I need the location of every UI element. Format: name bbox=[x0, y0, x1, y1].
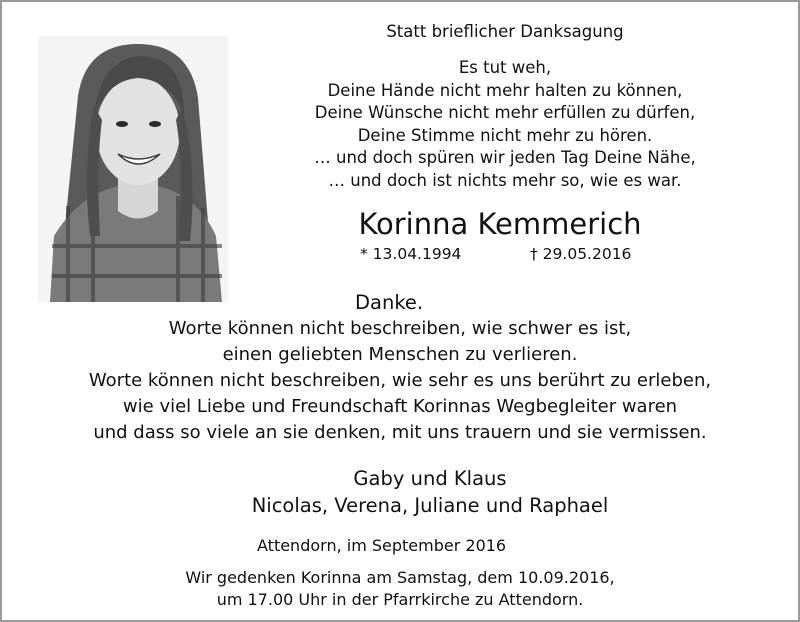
thanks-line: einen geliebten Menschen zu verlieren. bbox=[222, 344, 578, 365]
family-line: Nicolas, Verena, Juliane und Raphael bbox=[251, 494, 609, 517]
poem-line: … und doch spüren wir jeden Tag Deine Nähe, bbox=[314, 148, 696, 167]
poem-line: Deine Hände nicht mehr halten zu können, bbox=[327, 80, 683, 100]
thanks-line: und dass so viele an sie denken, mit uns trauern und sie vermissen. bbox=[93, 422, 707, 443]
place-date: Attendorn, im September 2016 bbox=[257, 536, 507, 555]
death-date: † 29.05.2016 bbox=[530, 245, 632, 263]
poem-line: Deine Wünsche nicht mehr erfüllen zu dürfen, bbox=[314, 103, 696, 122]
poem bbox=[270, 57, 740, 192]
poem-line: Deine Stimme nicht mehr zu hören. bbox=[357, 125, 653, 145]
family-line: Gaby und Klaus bbox=[353, 467, 507, 490]
deceased-name: Korinna Kemmerich bbox=[358, 207, 642, 241]
thanks-text bbox=[80, 316, 720, 446]
memorial-service bbox=[120, 567, 680, 611]
thanks-line: wie viel Liebe und Freundschaft Korinnas Wegbegleiter waren bbox=[122, 396, 678, 417]
thanks-line: Worte können nicht beschreiben, wie sehr es uns berührt zu erleben, bbox=[88, 370, 712, 391]
thanks-line: Worte können nicht beschreiben, wie schwer es ist, bbox=[168, 318, 632, 339]
heading: Statt brieflicher Danksagung bbox=[386, 22, 624, 41]
family-signature bbox=[180, 465, 680, 519]
thanks-heading: Danke. bbox=[355, 291, 424, 314]
memorial-line: Wir gedenken Korinna am Samstag, dem 10.09.2016, bbox=[185, 568, 615, 587]
poem-line: Es tut weh, bbox=[458, 58, 552, 77]
poem-line: … und doch ist nichts mehr so, wie es war. bbox=[328, 170, 682, 190]
memorial-line: um 17.00 Uhr in der Pfarrkirche zu Attendorn. bbox=[216, 590, 584, 609]
portrait-photo bbox=[38, 36, 228, 302]
birth-date: * 13.04.1994 bbox=[360, 245, 462, 263]
life-dates bbox=[360, 245, 632, 263]
